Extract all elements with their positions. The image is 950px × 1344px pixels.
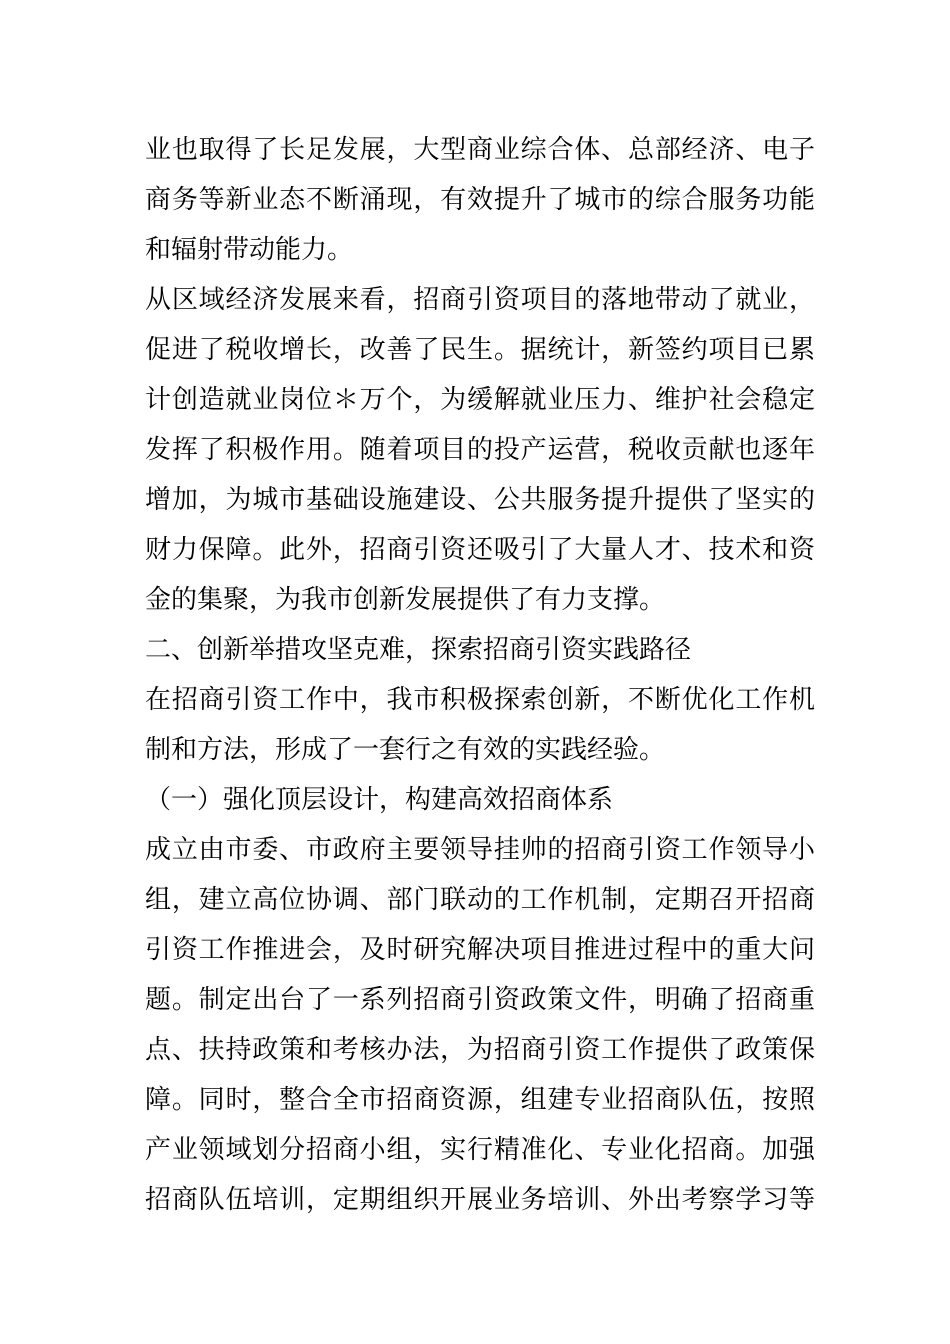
text-line: 发挥了积极作用。随着项目的投产运营，税收贡献也逐年 <box>145 435 815 465</box>
text-line: 和辐射带动能力。 <box>145 235 354 265</box>
text-line: 成立由市委、市政府主要领导挂帅的招商引资工作领导小 <box>145 835 815 865</box>
text-line: 障。同时，整合全市招商资源，组建专业招商队伍，按照 <box>145 1085 815 1115</box>
text-line: 产业领域划分招商小组，实行精准化、专业化招商。加强 <box>145 1135 815 1165</box>
text-line: 引资工作推进会，及时研究解决项目推进过程中的重大问 <box>145 935 815 965</box>
text-line: 从区域经济发展来看，招商引资项目的落地带动了就业， <box>145 285 815 315</box>
text-line: 增加，为城市基础设施建设、公共服务提升提供了坚实的 <box>145 485 815 515</box>
text-line: 计创造就业岗位＊万个，为缓解就业压力、维护社会稳定 <box>145 385 815 415</box>
text-line: 制和方法，形成了一套行之有效的实践经验。 <box>145 735 666 765</box>
text-line: 在招商引资工作中，我市积极探索创新，不断优化工作机 <box>145 685 815 715</box>
text-line: 业也取得了长足发展，大型商业综合体、总部经济、电子 <box>145 135 815 165</box>
text-line: 招商队伍培训，定期组织开展业务培训、外出考察学习等 <box>145 1185 815 1215</box>
text-line: 点、扶持政策和考核办法，为招商引资工作提供了政策保 <box>145 1035 815 1065</box>
text-line: 题。制定出台了一系列招商引资政策文件，明确了招商重 <box>145 985 815 1015</box>
text-line: 金的集聚，为我市创新发展提供了有力支撑。 <box>145 585 666 615</box>
text-line: 财力保障。此外，招商引资还吸引了大量人才、技术和资 <box>145 535 815 565</box>
section-heading: 二、创新举措攻坚克难，探索招商引资实践路径 <box>145 635 692 665</box>
text-line: 商务等新业态不断涌现，有效提升了城市的综合服务功能 <box>145 185 815 215</box>
text-line: 组，建立高位协调、部门联动的工作机制，定期召开招商 <box>145 885 815 915</box>
text-line: 促进了税收增长，改善了民生。据统计，新签约项目已累 <box>145 335 815 365</box>
subsection-heading: （一）强化顶层设计，构建高效招商体系 <box>145 785 614 815</box>
